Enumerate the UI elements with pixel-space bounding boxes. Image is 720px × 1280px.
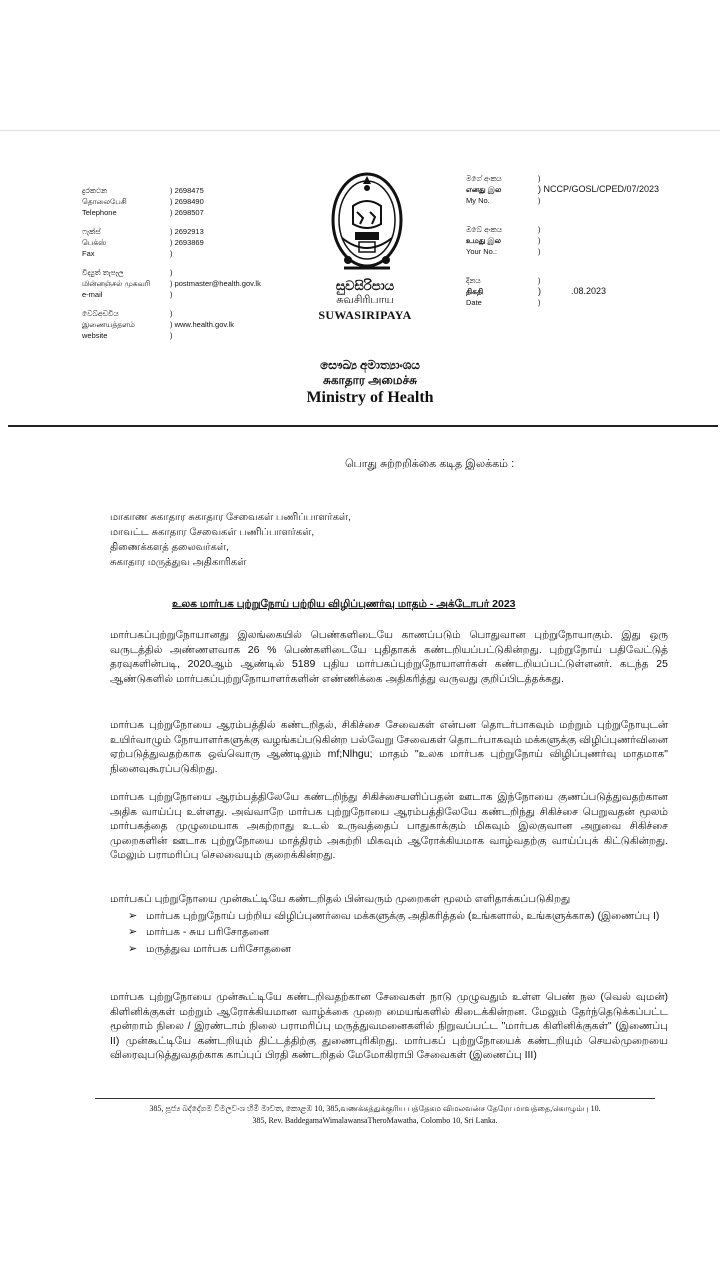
ministry-sinhala: සෞඛ්‍ය අමාත්‍යාංශය	[320, 358, 420, 372]
contact-line	[82, 289, 302, 300]
contact-line	[82, 308, 302, 319]
ref-line	[466, 235, 716, 246]
suwasiripaya-tamil: சுவசிரிபாய	[336, 294, 394, 306]
contact-value: ) 2693869	[170, 238, 204, 247]
my-number-group	[466, 173, 716, 206]
contact-label: Fax	[82, 249, 95, 258]
paragraph-methods	[110, 892, 668, 958]
circular-number: பொது சுற்றறிக்கை கடித இலக்கம் :	[345, 458, 515, 470]
ref-line	[466, 184, 716, 195]
contact-line	[82, 196, 302, 207]
list-item-text: மருத்துவ மார்பக பரிசோதனை	[146, 942, 292, 955]
ref-value: )	[538, 298, 541, 307]
addressee-line: சுகாதார மருத்துவ அதிகாரிகள்	[110, 557, 247, 568]
list-item	[128, 909, 668, 924]
ref-line	[466, 246, 716, 257]
reference-block	[466, 173, 716, 326]
footer-rule	[95, 1098, 655, 1099]
footer-address-local: 385, පූජ්‍ය බද්දේගම විමලවංශ හිමි මාවත, කොළඹ 10, 385,வணக்கத்துக்குரிய பத்தேகம விமலவன்ச தேரோ மாவத்தை,கொழும்பு 10.	[149, 1104, 601, 1113]
contact-value: ) 2692913	[170, 227, 204, 236]
your-number-group	[466, 224, 716, 257]
ref-label: ඔබේ අංකය	[466, 225, 503, 234]
contact-line	[82, 330, 302, 341]
contact-label: විද්‍යුත් තැපෑල	[82, 268, 124, 277]
list-item-text: மார்பக - சுய பரிசோதனை	[146, 926, 270, 938]
contact-value: )	[170, 290, 173, 299]
ref-label: Your No.:	[466, 247, 497, 256]
ref-line	[466, 275, 716, 286]
paragraph-services: மார்பக புற்றுநோயை முன்கூட்டியே கண்டறிவதற்கான சேவைகள் நாடு முழுவதும் உள்ள பெண் நல (வெல் வுமன்) கிளினிக்குகள் மற்றும் ஆரோக்கியமான வாழ்க்கை முறை மையங்களில் கிடைக்கின்றன. மேலும் தேர்ந்தெடுக்கப்பட்ட மூன்றாம் நிலை / இரண்டாம் நிலை பராமரிப்பு மருத்துவமனைகளில் நிறுவப்பட்ட "மார்பக கிளினிக்குகள்" (இணைப்பு II) முன்கூட்டியே கண்டறியும் திட்டத்திற்கு துணைபுரிகிறது. மார்பகப் புற்றுநோயைக் கண்டறியும் செயல்முறையை விரைவுபடுத்துவதற்காக காப்புப் பிரதி கண்டறிதல் மேமோகிராபி சேவைகள் (இணைப்பு III)	[110, 991, 668, 1061]
ref-label: දිනය	[466, 276, 481, 285]
contact-value: ) 2698475	[170, 186, 204, 195]
contact-fax-group	[82, 226, 302, 259]
contact-line	[82, 278, 302, 289]
arrow-bullet-icon: ➢	[128, 926, 138, 938]
contact-email-group	[82, 267, 302, 300]
contact-label: වෙබ්අඩවිය	[82, 309, 119, 318]
ref-label: திகதி	[466, 287, 484, 296]
ref-line	[466, 195, 716, 206]
footer-address-english: 385, Rev. BaddegamaWimalawansaTheroMawatha, Colombo 10, Sri Lanka.	[252, 1116, 498, 1125]
paragraph-early-detection: மார்பக புற்றுநோயை ஆரம்பத்திலேயே கண்டறிந்து சிகிச்சையளிப்பதன் ஊடாக இந்நோயை குணப்படுத்துவதற்கான அதிக வாய்ப்பு உள்ளது. அவ்வாறே மார்பக புற்றுநோயை ஆரம்பத்திலேயே கண்டறிந்து சிகிச்சை பெறுவதன் மூலம் மார்பகத்தை முழுமையாக அகற்றாது உடல் உருவத்தைப் பாதுகாக்கும் மிகவும் இலகுவான அறுவை சிகிச்சை முறைகளின் ஊடாக புற்றுநோயை மாத்திரம் அகற்றி மிகவும் ஆரோக்கியமாக வாழ்வதற்கு வாய்ப்புக் கிட்டுகின்றது. மேலும் பராமரிப்பு செலவையும் குறைக்கின்றது.	[110, 791, 668, 861]
contact-value: )	[170, 268, 173, 277]
ref-line	[466, 286, 716, 297]
addressee-list	[110, 510, 351, 570]
contact-website-group	[82, 308, 302, 341]
ref-line	[466, 173, 716, 184]
contact-label: பெக்ஸ்	[82, 238, 107, 247]
contact-telephone-group	[82, 185, 302, 218]
ministry-english: Ministry of Health	[306, 389, 434, 406]
ref-label: My No.	[466, 196, 490, 205]
ministry-tamil: சுகாதார அமைச்சு	[323, 373, 417, 387]
email-value[interactable]: ) postmaster@health.gov.lk	[170, 279, 261, 288]
contact-value: ) 2698507	[170, 208, 204, 217]
paragraph-statistics: மார்பகப்புற்றுநோயானது இலங்கையில் பெண்களிடையே காணப்படும் பொதுவான புற்றுநோயாகும். இது ஒரு வருடத்தில் அண்ணளவாக 26 % பெண்களிடையே புதிதாகக் கண்டறியப்பட்டுகின்றது. புற்றுநோய் பதிவேட்டுத் தரவுகளின்படி, 2020ஆம் ஆண்டில் 5189 புதிய மார்பகப்புற்றுநோயாளர்கள் கண்டறியப்பட்டுள்ளனர். கடந்த 25 ஆண்டுகளில் மார்பகப்புற்றுநோயாளர்களின் எண்ணிக்கை அதிகரித்து வருவது குறிப்பிடத்தக்கது.	[110, 629, 668, 685]
date-value: ) .08.2023	[538, 286, 607, 296]
contact-label: மின்னஞ்சல் முகவரி	[82, 279, 151, 288]
contact-label: தொலைபேசி	[82, 197, 127, 206]
letter-subject: உலக மார்பக புற்றுநோய் பற்றிய விழிப்புணர்வு மாதம் - அக்டோபர் 2023	[172, 598, 516, 610]
contact-label: Telephone	[82, 208, 117, 217]
contact-line	[82, 248, 302, 259]
contact-value: ) 2698490	[170, 197, 204, 206]
top-divider	[0, 130, 720, 131]
contact-label: இணையத்தளம்	[82, 320, 135, 329]
contact-line	[82, 226, 302, 237]
website-value[interactable]: ) www.health.gov.lk	[170, 320, 235, 329]
header-rule	[8, 425, 718, 427]
footer-address	[95, 1103, 655, 1127]
ref-label: Date	[466, 298, 482, 307]
ref-line	[466, 297, 716, 308]
contact-value: )	[170, 249, 173, 258]
addressee-line: மாகாண சுகாதார சுகாதார சேவைகள் பணிப்பாளர்கள்,	[110, 512, 351, 523]
my-number-value: ) NCCP/GOSL/CPED/07/2023	[538, 184, 660, 194]
ministry-heading	[280, 358, 460, 408]
arrow-bullet-icon: ➢	[128, 909, 138, 922]
sri-lanka-emblem-icon	[326, 168, 408, 276]
ref-line	[466, 224, 716, 235]
contact-label: දුරකථන	[82, 186, 108, 195]
contact-label: ෆැක්ස්	[82, 227, 101, 236]
contact-line	[82, 237, 302, 248]
ref-value: )	[538, 196, 541, 205]
ref-value: )	[538, 247, 541, 256]
contact-value: )	[170, 309, 173, 318]
contact-label: website	[82, 331, 108, 340]
addressee-line: மாவட்ட சுகாதார சேவைகள் பணிப்பாளர்கள்,	[110, 527, 315, 538]
ref-label: මගේ අංකය	[466, 174, 502, 183]
date-group	[466, 275, 716, 308]
ref-value: )	[538, 276, 541, 285]
methods-list	[128, 909, 668, 957]
contact-value: )	[170, 331, 173, 340]
ref-label: உமது இல	[466, 236, 501, 245]
contact-line	[82, 185, 302, 196]
list-item-text: மார்பக புற்றுநோய் பற்றிய விழிப்புணர்வை மக்களுக்கு அதிகரித்தல் (உங்களால், உங்களுக்காக) (இணைப்பு I)	[146, 909, 660, 922]
contact-label: e-mail	[82, 290, 103, 299]
suwasiripaya-heading	[300, 278, 430, 323]
contact-block	[82, 185, 302, 349]
contact-line	[82, 207, 302, 218]
ref-label: எனது இல	[466, 185, 502, 194]
addressee-line: திணைக்களத் தலைவர்கள்,	[110, 542, 229, 553]
suwasiripaya-sinhala: සුවසිරිපාය	[335, 278, 395, 293]
ref-value: )	[538, 236, 541, 245]
arrow-bullet-icon: ➢	[128, 942, 138, 955]
list-item	[128, 925, 668, 940]
list-item	[128, 942, 668, 957]
ref-value: )	[538, 174, 541, 183]
ref-value: )	[538, 225, 541, 234]
methods-intro: மார்பகப் புற்றுநோயை முன்கூட்டியே கண்டறிதல் பின்வரும் முறைகள் மூலம் எளிதாக்கப்படுகிறது	[110, 893, 571, 905]
suwasiripaya-english: SUWASIRIPAYA	[318, 308, 412, 322]
contact-line	[82, 267, 302, 278]
paragraph-awareness-month: மார்பக புற்றுநோயை ஆரம்பத்தில் கண்டறிதல், சிகிச்சை சேவைகள் என்பன தொடர்பாகவும் மற்றும் புற்றுநோயுடன் உயிர்வாழும் நோயாளர்களுக்கு வழங்கப்படுகின்ற பல்வேறு சேவைகள் தொடர்பாகவும் மக்களுக்கு விழிப்புணர்வினை ஏற்படுத்துவதற்காக ஒவ்வொரு ஆண்டிலும் mf;Nlhgu; மாதம் "உலக மார்பக புற்றுநோய் விழிப்புணர்வு மாதமாக" நினைவுகூரப்படுகிறது.	[110, 719, 668, 775]
contact-line	[82, 319, 302, 330]
